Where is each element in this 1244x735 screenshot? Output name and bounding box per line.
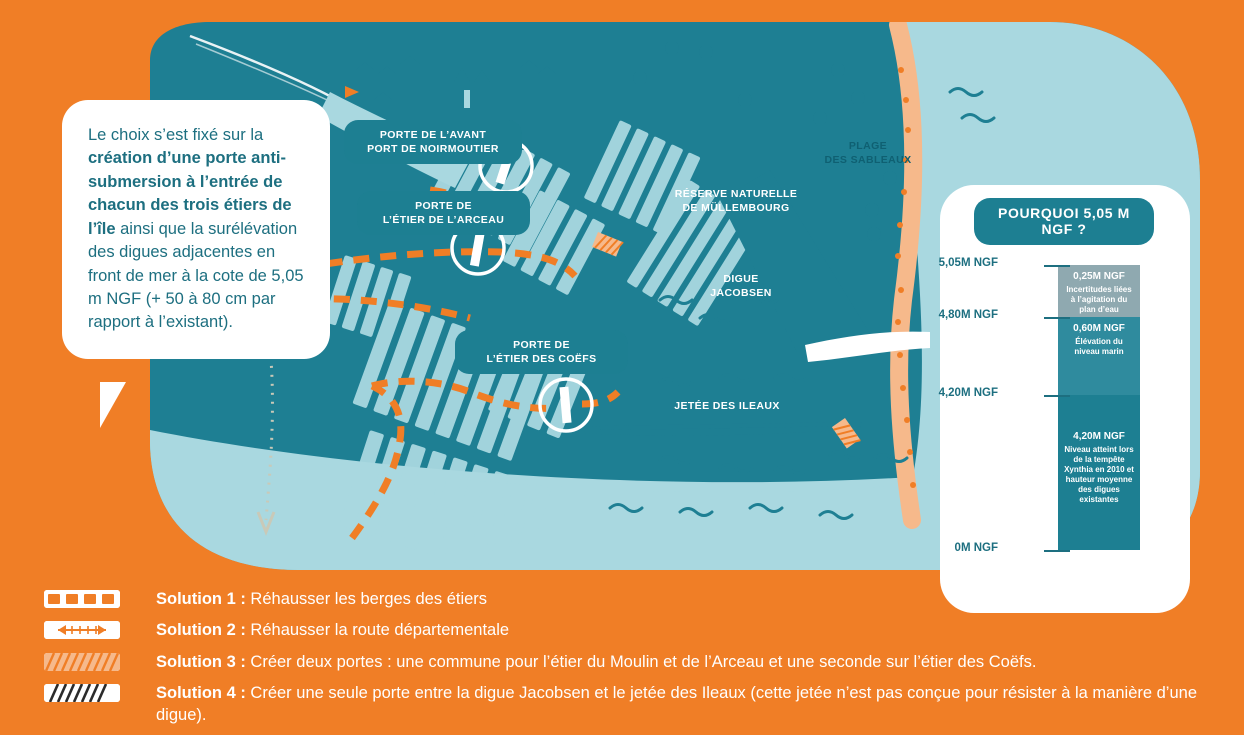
- legend-item-solution-4: [44, 682, 1224, 727]
- legend-item-solution-3: [44, 651, 1224, 673]
- legend-label-solution-4: Solution 4 :: [156, 683, 246, 702]
- ngf-segment-desc: Niveau atteint lors de la tempête Xynthia en 2010 et hauteur moyenne des digues existantes: [1064, 445, 1134, 504]
- ngf-segment-title: 0,60M NGF: [1073, 323, 1125, 334]
- legend-swatch-hatch-dark: [44, 684, 120, 702]
- ngf-segment-desc: Incertitudes liées à l’agitation du plan d’eau: [1066, 285, 1132, 314]
- legend-desc-solution-1: Réhausser les berges des étiers: [250, 590, 488, 608]
- legend-text-solution-3: [156, 651, 1036, 673]
- legend-desc-solution-3: Créer deux portes : une commune pour l’étier du Moulin et de l’Arceau et une seconde sur l’étier des Coëfs.: [250, 652, 1037, 671]
- ngf-tick-label-2: 4,20M NGF: [938, 387, 998, 399]
- gate-label-line2: L’ÉTIER DES COËFS: [486, 353, 597, 366]
- legend-swatch-arrows: [44, 621, 120, 639]
- ngf-tick-line-1: [1044, 317, 1070, 319]
- ngf-tick-label-3: 0M NGF: [954, 542, 998, 554]
- legend-swatch-hatch-orange: [44, 653, 120, 671]
- ngf-segment-title: 4,20M NGF: [1073, 431, 1125, 442]
- gate-label-line1: PORTE DE: [513, 339, 570, 351]
- legend-label-solution-2: Solution 2 :: [156, 621, 246, 640]
- label-line1: PLAGE: [848, 140, 888, 152]
- label-line1: JETÉE DES ILEAUX: [674, 400, 780, 412]
- label-line2: JACOBSEN: [710, 286, 772, 299]
- legend-text-solution-1: [156, 588, 487, 610]
- gate-label-line2: L’ÉTIER DE L’ARCEAU: [382, 214, 505, 227]
- ngf-tick-line-3: [1044, 550, 1070, 552]
- ngf-segment-1: [1058, 317, 1140, 395]
- callout-tail: [100, 382, 144, 428]
- callout-text-bold: création d’une porte anti-submersion à l’entrée de chacun des trois étiers de l’île: [88, 149, 292, 238]
- map-label-digue-jacobsen: [694, 273, 788, 300]
- legend-label-solution-1: Solution 1 :: [156, 590, 246, 608]
- ngf-panel-title: POURQUOI 5,05 M NGF ?: [974, 198, 1154, 245]
- legend-desc-solution-4: Créer une seule porte entre la digue Jacobsen et le jetée des Ileaux (cette jetée n’est pas conçue pour résister à la manière d’une digue).: [156, 683, 1197, 725]
- legend-text-solution-2: [156, 619, 509, 641]
- legend-label-solution-3: Solution 3 :: [156, 652, 246, 671]
- label-line2: DE MÜLLEMBOURG: [682, 201, 790, 214]
- label-line1: RÉSERVE NATURELLE: [674, 188, 798, 200]
- callout-bubble: [62, 100, 330, 359]
- legend: [44, 588, 1224, 735]
- legend-item-solution-2: [44, 619, 1224, 641]
- gate-label-line2: PORT DE NOIRMOUTIER: [367, 143, 499, 156]
- ngf-tick-line-2: [1044, 395, 1070, 397]
- legend-item-solution-1: [44, 588, 1224, 610]
- ngf-scale: [940, 185, 1190, 613]
- ngf-tick-line-0: [1044, 265, 1070, 267]
- ngf-tick-label-1: 4,80M NGF: [938, 309, 998, 321]
- map-label-plage-des-sableaux: [810, 140, 926, 167]
- gate-label-coefs: [455, 330, 628, 374]
- ngf-segment-2: [1058, 395, 1140, 550]
- legend-desc-solution-2: Réhausser la route départementale: [250, 621, 510, 640]
- callout-text-after: ainsi que la surélévation des digues adjacentes en front de mer à la cote de 5,05 m NGF (+ 50 à 80 cm par rapport à l’existant).: [88, 219, 304, 332]
- ngf-tick-label-0: 5,05M NGF: [938, 257, 998, 269]
- legend-text-solution-4: [156, 682, 1206, 727]
- gate-label-arceau: [357, 191, 530, 235]
- label-line2: DES SABLEAUX: [824, 153, 912, 166]
- gate-label-avant-port: [344, 120, 522, 164]
- map-label-reserve-naturelle: [666, 188, 806, 215]
- ngf-segment-0: [1058, 265, 1140, 317]
- gate-label-line1: PORTE DE L’AVANT: [379, 129, 487, 141]
- map-label-jetee-des-ileaux: [662, 400, 792, 414]
- legend-swatch-dashes: [44, 590, 120, 608]
- label-line1: DIGUE: [723, 273, 759, 285]
- ngf-segment-title: 0,25M NGF: [1073, 271, 1125, 282]
- gate-label-line1: PORTE DE: [415, 200, 472, 212]
- callout-text-before: Le choix s’est fixé sur la: [88, 126, 264, 144]
- ngf-segment-desc: Élévation du niveau marin: [1074, 337, 1124, 356]
